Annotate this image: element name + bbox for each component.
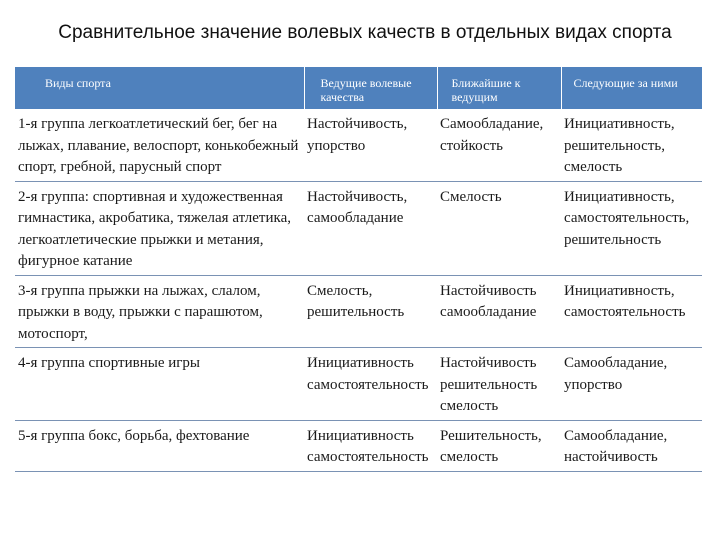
nearest-qualities-cell: Настойчивость самообладание	[437, 275, 561, 348]
next-qualities-cell: Инициативность, решительность, смелость	[564, 116, 675, 175]
next-qualities-cell: Самообладание, упорство	[561, 348, 702, 421]
sport-group-cell: 2-я группа: спортивная и художественная гимнастика, акробатика, тяжелая атлетика, легкоатлетические прыжки и метания, фигурное катание	[15, 181, 304, 275]
header-leading-qualities: Ведущие волевые качества	[304, 67, 437, 109]
leading-qualities-cell: Инициативность самостоятельность	[304, 420, 437, 471]
next-qualities-cell: Самообладание, настойчивость	[561, 420, 702, 471]
nearest-qualities-cell: Решительность, смелость	[437, 420, 561, 471]
table-header-row	[15, 67, 702, 109]
next-qualities-cell: Инициативность, самостоятельность, решительность	[561, 181, 702, 275]
leading-qualities-cell: Настойчивость, упорство	[307, 116, 408, 154]
sport-group-cell: 1-я группа легкоатлетический бег, бег на лыжах, плавание, велоспорт, конькобежный спорт, гребной, парусный спорт	[18, 116, 299, 175]
sport-group-cell: 3-я группа прыжки на лыжах, слалом, прыжки в воду, прыжки с парашютом, мотоспорт,	[15, 275, 304, 348]
header-nearest-qualities: Ближайшие к ведущим	[437, 67, 561, 109]
nearest-qualities-cell: Самообладание, стойкость	[440, 116, 544, 154]
slide-title: Сравнительное значение волевых качеств в отдельных видах спорта	[58, 22, 672, 43]
leading-qualities-cell: Смелость, решительность	[304, 275, 437, 348]
table-row	[15, 275, 702, 348]
table-row	[15, 420, 702, 471]
leading-qualities-cell: Настойчивость, самообладание	[304, 181, 437, 275]
nearest-qualities-cell: Смелость	[437, 181, 561, 275]
header-next-qualities: Следующие за ними	[561, 67, 702, 109]
leading-qualities-cell: Инициативность самостоятельность	[304, 348, 437, 421]
sport-group-cell: 4-я группа спортивные игры	[15, 348, 304, 421]
table-row	[15, 181, 702, 275]
sports-qualities-table	[15, 67, 702, 472]
sport-group-cell: 5-я группа бокс, борьба, фехтование	[15, 420, 304, 471]
table-row	[15, 109, 702, 181]
nearest-qualities-cell: Настойчивость решительность смелость	[437, 348, 561, 421]
next-qualities-cell: Инициативность, самостоятельность	[561, 275, 702, 348]
header-sport-types: Виды спорта	[15, 67, 304, 109]
table-row	[15, 348, 702, 421]
